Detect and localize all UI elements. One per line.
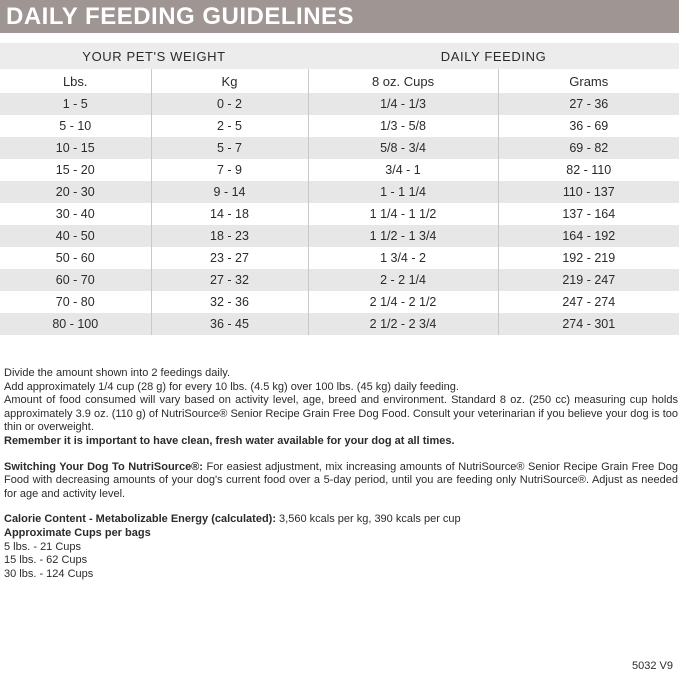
table-row bbox=[0, 225, 679, 247]
cell-kg: 2 - 5 bbox=[151, 115, 308, 137]
cell-grams: 137 - 164 bbox=[562, 207, 616, 221]
cell-kg: 18 - 23 bbox=[151, 225, 308, 247]
cell-kg: 23 - 27 bbox=[151, 247, 308, 269]
note-amount: Amount of food consumed will vary based on activity level, age, breed and environment. Standard 8 oz. (250 cc) measuring cup holds approximately 3.9 oz. (110 g) of NutriSource® Senior Recipe Grain Free Dog Food. Consult your veterinarian if you believe your dog is too thin or overweight. bbox=[4, 394, 678, 434]
table-row bbox=[0, 203, 679, 225]
note-water: Remember it is important to have clean, fresh water available for your dog at all times. bbox=[4, 434, 455, 447]
switching-label: Switching Your Dog To NutriSource®: bbox=[4, 460, 203, 473]
note-calories bbox=[4, 513, 678, 527]
cell-kg: 9 - 14 bbox=[151, 181, 308, 203]
calorie-label: Calorie Content - Metabolizable Energy (calculated): bbox=[4, 513, 276, 526]
cell-grams: 69 - 82 bbox=[498, 137, 679, 159]
table-row bbox=[0, 247, 679, 269]
cell-cups: 2 1/4 - 2 1/2 bbox=[308, 291, 498, 313]
cell-lbs: 40 - 50 bbox=[0, 225, 151, 247]
cell-lbs: 60 - 70 bbox=[0, 269, 151, 291]
table-row bbox=[0, 93, 679, 115]
table-row bbox=[0, 115, 679, 137]
cell-lbs: 50 - 60 bbox=[0, 247, 151, 269]
switching-text: For easiest adjustment, mix increasing amounts of NutriSource® Senior Recipe Grain Free Dog Food with decreasing amounts of your dog's current food over a 5-day period, until you are feeding only NutriSource®. Adjust as needed for age and activity level. bbox=[4, 460, 679, 500]
cell-cups: 1 3/4 - 2 bbox=[308, 247, 498, 269]
cell-kg: 36 - 45 bbox=[151, 313, 308, 335]
cell-grams: 247 - 274 bbox=[562, 295, 616, 309]
cell-grams: 274 - 301 bbox=[498, 313, 679, 335]
cell-grams: 110 - 137 bbox=[498, 181, 679, 203]
cell-cups: 5/8 - 3/4 bbox=[308, 137, 498, 159]
cell-grams: 36 - 69 bbox=[569, 119, 609, 133]
cell-cups: 1 1/4 - 1 1/2 bbox=[308, 203, 498, 225]
group-header-feeding: DAILY FEEDING bbox=[308, 43, 679, 69]
cell-cups: 2 1/2 - 2 3/4 bbox=[308, 313, 498, 335]
cell-grams: 192 - 219 bbox=[562, 251, 616, 265]
product-code: 5032 V9 bbox=[632, 660, 673, 672]
bag-5lb: 5 lbs. - 21 Cups bbox=[4, 540, 82, 553]
cell-lbs: 1 - 5 bbox=[0, 93, 151, 115]
cell-lbs: 5 - 10 bbox=[0, 115, 151, 137]
cell-lbs: 70 - 80 bbox=[0, 291, 151, 313]
cell-lbs: 20 - 30 bbox=[0, 181, 151, 203]
bag-30lb: 30 lbs. - 124 Cups bbox=[4, 567, 94, 580]
feeding-table bbox=[0, 43, 679, 335]
column-header-grams: Grams bbox=[498, 69, 679, 93]
note-feedings: Divide the amount shown into 2 feedings daily. bbox=[4, 367, 231, 379]
cell-cups: 1/3 - 5/8 bbox=[308, 115, 498, 137]
cell-grams: 82 - 110 bbox=[566, 163, 612, 177]
column-header-cups: 8 oz. Cups bbox=[308, 69, 498, 93]
note-switching bbox=[4, 461, 678, 502]
cell-lbs: 30 - 40 bbox=[0, 203, 151, 225]
cell-kg: 5 - 7 bbox=[151, 137, 308, 159]
notes-section bbox=[4, 367, 678, 581]
cell-cups: 3/4 - 1 bbox=[308, 159, 498, 181]
cell-kg: 14 - 18 bbox=[151, 203, 308, 225]
table-row bbox=[0, 313, 679, 335]
calorie-text: 3,560 kcals per kg, 390 kcals per cup bbox=[276, 513, 461, 526]
cell-lbs: 80 - 100 bbox=[0, 313, 151, 335]
table-row bbox=[0, 159, 679, 181]
cell-cups: 2 - 2 1/4 bbox=[308, 269, 498, 291]
column-header-lbs: Lbs. bbox=[0, 69, 151, 93]
page-title: DAILY FEEDING GUIDELINES bbox=[6, 3, 355, 30]
group-header-weight: YOUR PET'S WEIGHT bbox=[0, 43, 308, 69]
title-banner bbox=[0, 0, 679, 33]
cell-grams: 219 - 247 bbox=[498, 269, 679, 291]
cell-cups: 1 - 1 1/4 bbox=[308, 181, 498, 203]
table-row bbox=[0, 181, 679, 203]
cups-heading: Approximate Cups per bags bbox=[4, 526, 151, 539]
bag-15lb: 15 lbs. - 62 Cups bbox=[4, 554, 88, 567]
cell-cups: 1/4 - 1/3 bbox=[308, 93, 498, 115]
table-row bbox=[0, 291, 679, 313]
cell-cups: 1 1/2 - 1 3/4 bbox=[308, 225, 498, 247]
table-row bbox=[0, 137, 679, 159]
cell-grams: 27 - 36 bbox=[498, 93, 679, 115]
column-header-kg: Kg bbox=[151, 69, 308, 93]
cell-kg: 7 - 9 bbox=[151, 159, 308, 181]
cell-lbs: 15 - 20 bbox=[0, 159, 151, 181]
cell-kg: 27 - 32 bbox=[151, 269, 308, 291]
note-over-100: Add approximately 1/4 cup (28 g) for every 10 lbs. (4.5 kg) over 100 lbs. (45 kg) daily feeding. bbox=[4, 380, 459, 393]
table-row bbox=[0, 269, 679, 291]
cell-kg: 0 - 2 bbox=[151, 93, 308, 115]
cell-lbs: 10 - 15 bbox=[0, 137, 151, 159]
cell-grams: 164 - 192 bbox=[498, 225, 679, 247]
cell-kg: 32 - 36 bbox=[151, 291, 308, 313]
